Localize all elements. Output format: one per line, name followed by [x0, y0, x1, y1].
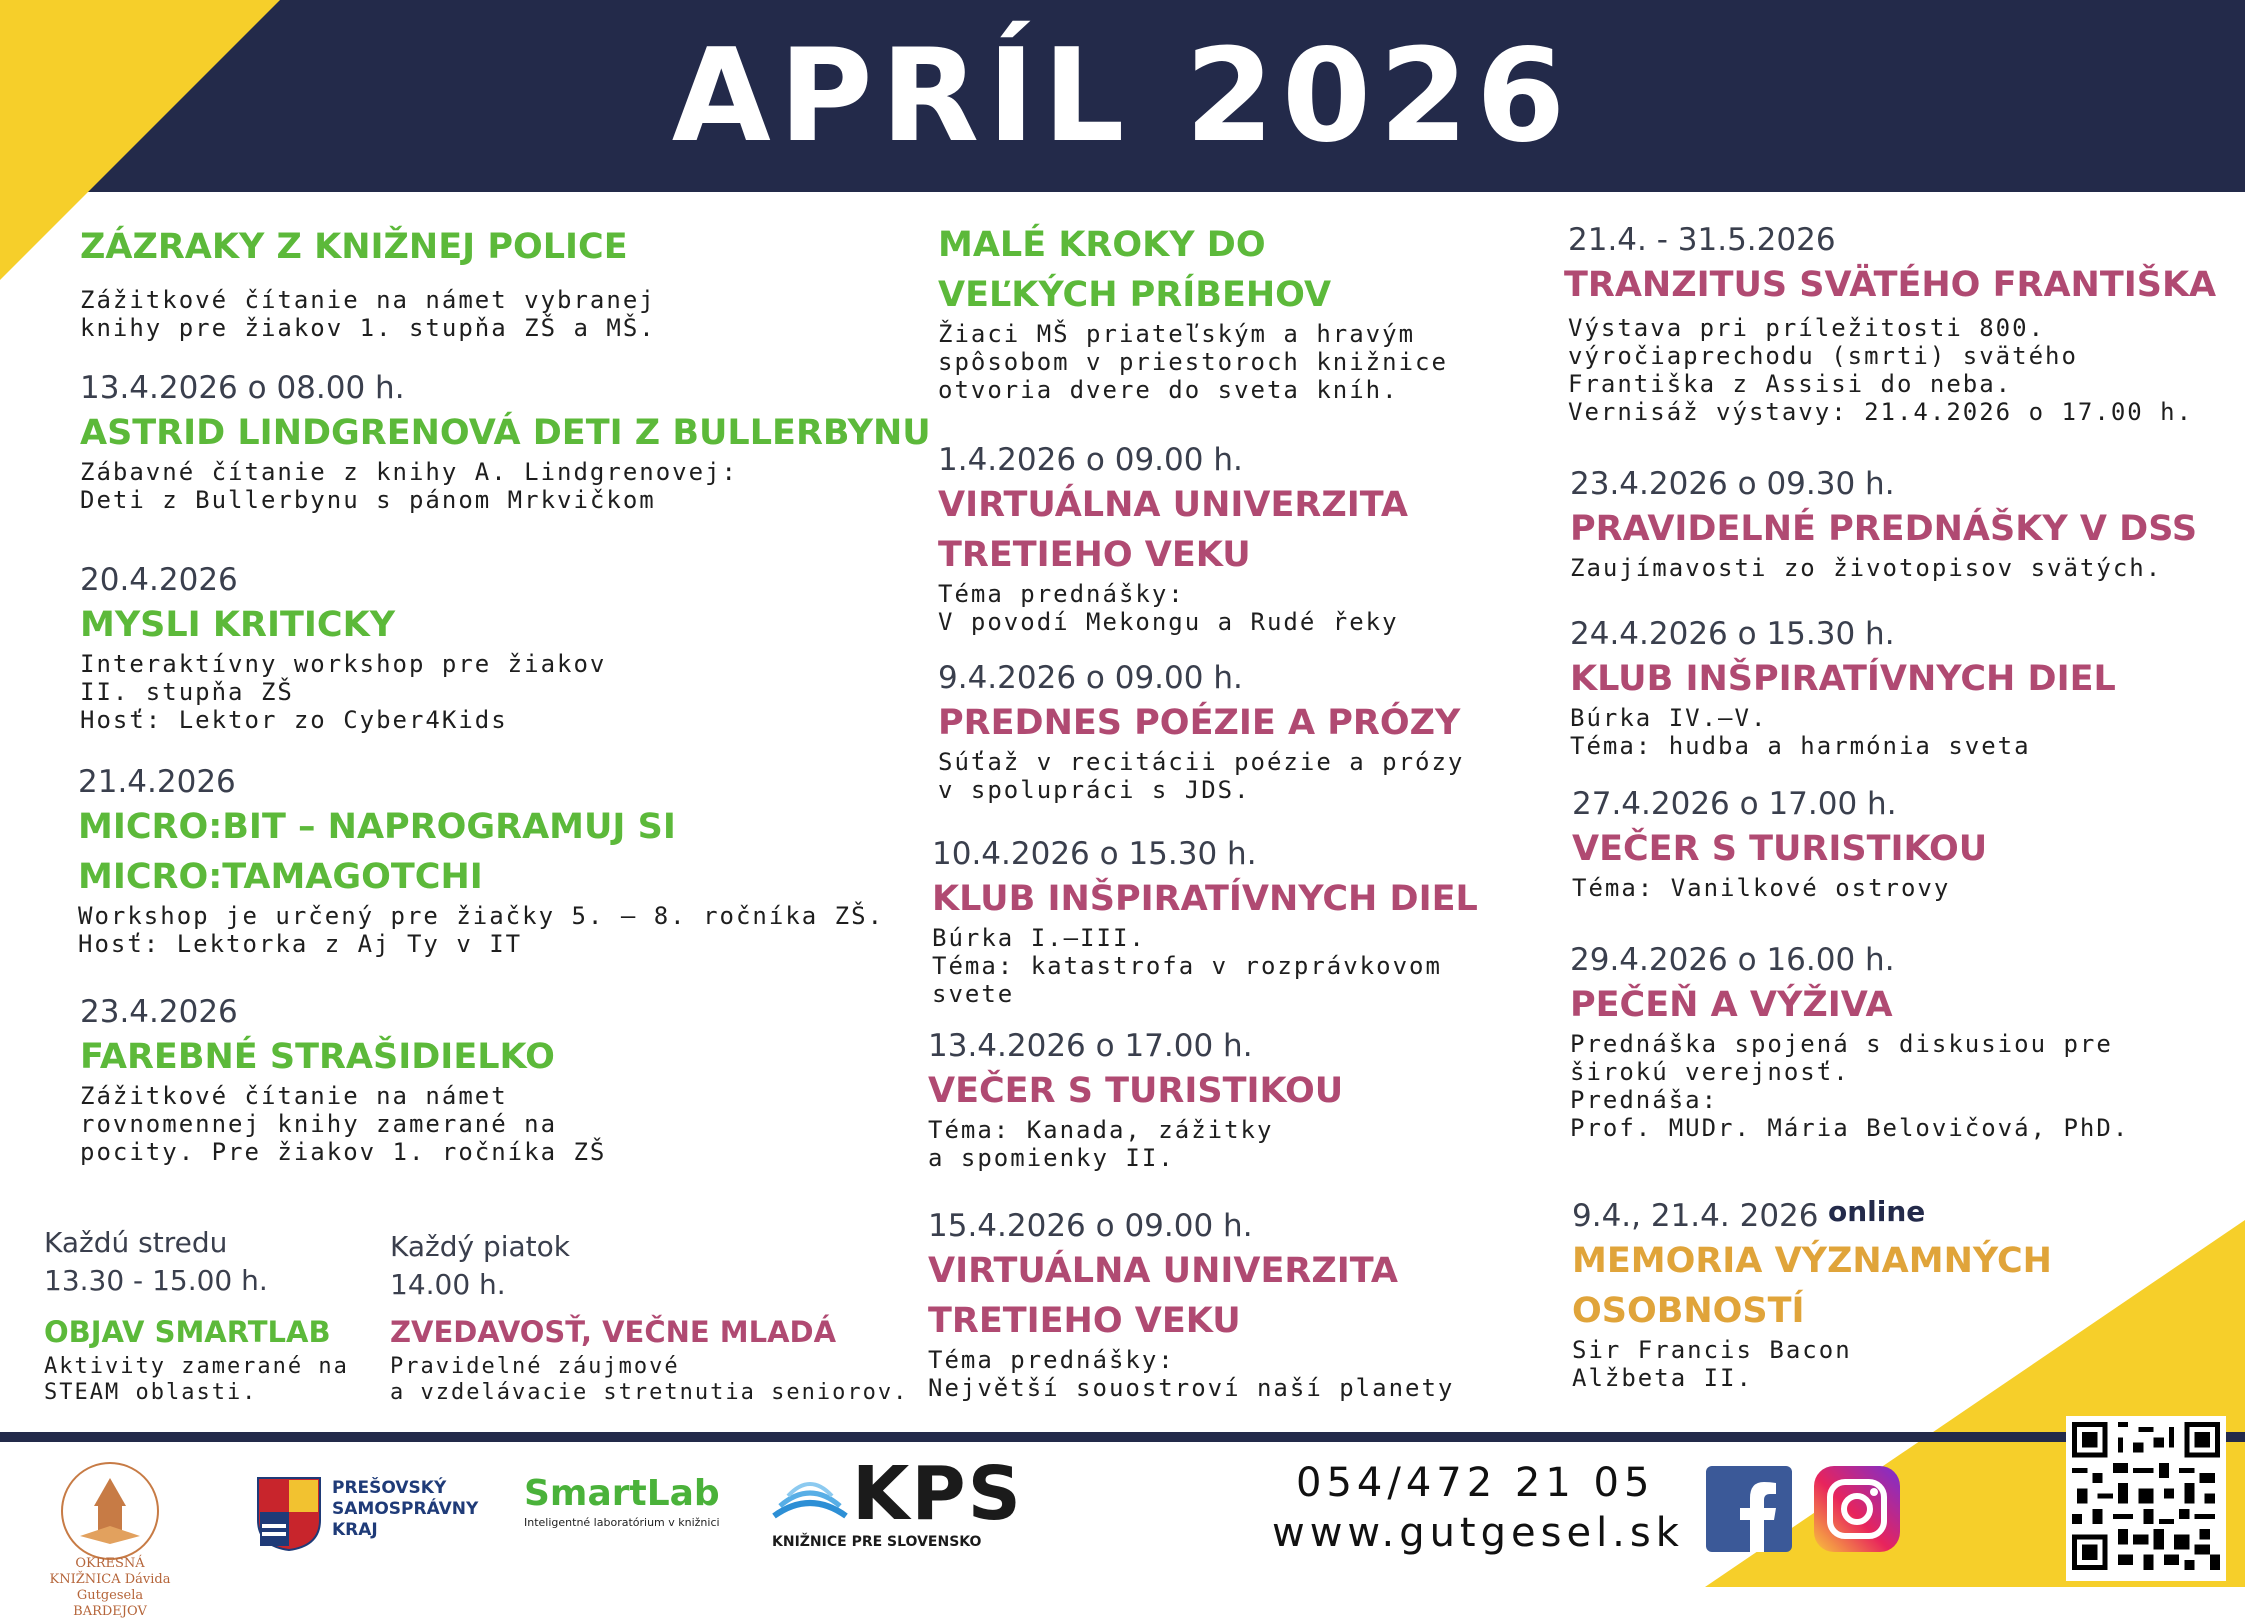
online-label: online — [1828, 1195, 1926, 1228]
event-desc: Búrka IV.–V. Téma: hudba a harmónia sveta — [1570, 704, 2031, 760]
page-title: APRÍL 2026 — [671, 22, 1574, 171]
event-col3-5 — [1572, 1196, 2052, 1392]
phone-number: 054/472 21 05 — [1296, 1460, 1655, 1506]
event-title-line2: MICRO:TAMAGOTCHI — [78, 857, 483, 897]
psk-logo-text: PREŠOVSKÝ SAMOSPRÁVNY KRAJ — [332, 1478, 479, 1540]
event-col2-0 — [938, 220, 1448, 404]
event-title-line2: VEĽKÝCH PRÍBEHOV — [938, 275, 1332, 315]
event-col2-4 — [928, 1026, 1343, 1172]
event-title: MALÉ KROKY DO — [938, 225, 1266, 265]
library-logo-text: OKRESNÁ KNIŽNICA Dávida Gutgesela BARDEJOV — [49, 1556, 171, 1619]
event-desc: Sir Francis Bacon Alžbeta II. — [1572, 1336, 1852, 1392]
event-title: FAREBNÉ STRAŠIDIELKO — [80, 1037, 555, 1077]
weekly-desc: Aktivity zamerané na STEAM oblasti. — [44, 1354, 349, 1405]
weekly-title: OBJAV SMARTLAB — [44, 1315, 331, 1349]
event-date: 24.4.2026 o 15.30 h. — [1570, 616, 1895, 652]
instagram-icon[interactable] — [1814, 1466, 1900, 1557]
event-date: 27.4.2026 o 17.00 h. — [1572, 786, 1897, 822]
event-col1-2 — [80, 560, 606, 734]
psk-coat-of-arms — [256, 1476, 322, 1557]
event-desc: Zážitkové čítanie na námet vybranej knihy pre žiakov 1. stupňa ZŠ a MŠ. — [80, 286, 656, 342]
event-title: MICRO:BIT – NAPROGRAMUJ SI — [78, 807, 676, 847]
event-desc: Téma: Vanilkové ostrovy — [1572, 874, 1951, 902]
event-title-line2: TRETIEHO VEKU — [938, 535, 1251, 575]
event-date: 23.4.2026 — [80, 994, 238, 1030]
weekly-day: Každú stredu — [44, 1226, 228, 1259]
event-col2-5 — [928, 1206, 1454, 1402]
event-col1-4 — [80, 992, 606, 1166]
event-title: ASTRID LINDGRENOVÁ DETI Z BULLERBYNU — [80, 413, 931, 453]
event-desc: Téma prednášky: Největší souostroví naší planety — [928, 1346, 1455, 1402]
event-title: MEMORIA VÝZNAMNÝCH — [1572, 1241, 2052, 1281]
smartlab-logo: SmartLab — [524, 1473, 720, 1514]
event-date: 21.4. - 31.5.2026 — [1568, 222, 1836, 258]
event-date: 29.4.2026 o 16.00 h. — [1570, 942, 1895, 978]
event-title: PREDNES POÉZIE A PRÓZY — [938, 703, 1461, 743]
event-title: VEČER S TURISTIKOU — [928, 1071, 1344, 1111]
kps-tagline: KNIŽNICE PRE SLOVENSKO — [772, 1534, 982, 1550]
event-date: 13.4.2026 o 08.00 h. — [80, 370, 405, 406]
event-title: VIRTUÁLNA UNIVERZITA — [938, 485, 1408, 525]
event-title-line2: TRETIEHO VEKU — [928, 1301, 1241, 1341]
event-desc: Prednáška spojená s diskusiou pre širokú verejnosť. Prednáša: Prof. MUDr. Mária Belovičová, PhD. — [1570, 1030, 2130, 1142]
event-col3-1 — [1570, 464, 2197, 582]
event-title: MYSLI KRITICKY — [80, 605, 396, 645]
event-col3-4 — [1570, 940, 2129, 1142]
event-desc: Výstava pri príležitosti 800. výročiaprechodu (smrti) svätého Františka z Assisi do neba. Vernisáž výstavy: 21.4.2026 o 17.00 h. — [1568, 314, 2194, 426]
event-col1-1 — [80, 368, 931, 514]
qr-code — [2066, 1416, 2226, 1581]
event-title: TRANZITUS SVÄTÉHO FRANTIŠKA — [1564, 265, 2217, 305]
event-desc: Téma: Kanada, zážitky a spomienky II. — [928, 1116, 1274, 1172]
event-col2-2 — [938, 658, 1464, 804]
event-desc: Súťaž v recitácii poézie a prózy v spolupráci s JDS. — [938, 748, 1465, 804]
facebook-icon[interactable] — [1706, 1466, 1792, 1557]
weekly-title: ZVEDAVOSŤ, VEČNE MLADÁ — [390, 1315, 837, 1349]
event-date: 1.4.2026 o 09.00 h. — [938, 442, 1243, 478]
event-desc: Workshop je určený pre žiačky 5. – 8. ročníka ZŠ. Hosť: Lektorka z Aj Ty v IT — [78, 902, 885, 958]
event-date: 15.4.2026 o 09.00 h. — [928, 1208, 1253, 1244]
event-col3-0 — [1564, 220, 2217, 426]
smartlab-tagline: Inteligentné laboratórium v knižnici — [524, 1516, 720, 1529]
event-title: VEČER S TURISTIKOU — [1572, 829, 1988, 869]
event-title-line2: OSOBNOSTÍ — [1572, 1291, 1805, 1331]
weekly-desc: Pravidelné záujmové a vzdelávacie stretnutia seniorov. — [390, 1354, 909, 1405]
event-desc: Téma prednášky: V povodí Mekongu a Rudé řeky — [938, 580, 1399, 636]
event-desc: Žiaci MŠ priateľským a hravým spôsobom v priestoroch knižnice otvoria dvere do sveta kníh. — [938, 320, 1448, 404]
event-title: KLUB INŠPIRATÍVNYCH DIEL — [1570, 659, 2116, 699]
event-desc: Interaktívny workshop pre žiakov II. stupňa ZŠ Hosť: Lektor zo Cyber4Kids — [80, 650, 607, 734]
event-date: 21.4.2026 — [78, 764, 236, 800]
library-logo — [40, 1456, 180, 1571]
kps-book-icon — [770, 1460, 850, 1535]
event-col3-3 — [1572, 784, 1987, 902]
event-date: 10.4.2026 o 15.30 h. — [932, 836, 1257, 872]
website-link[interactable]: www.gutgesel.sk — [1272, 1510, 1684, 1556]
weekly-event-0 — [44, 1224, 349, 1406]
event-col2-1 — [938, 440, 1408, 636]
event-col3-2 — [1570, 614, 2116, 760]
event-desc: Búrka I.–III. Téma: katastrofa v rozprávkovom svete — [932, 924, 1442, 1008]
event-date: 20.4.2026 — [80, 562, 238, 598]
event-title: ZÁZRAKY Z KNIŽNEJ POLICE — [80, 227, 628, 267]
event-col1-3 — [78, 762, 884, 958]
weekly-event-1 — [390, 1228, 908, 1406]
event-desc: Zaujímavosti zo životopisov svätých. — [1570, 554, 2163, 582]
event-col2-3 — [932, 834, 1478, 1008]
weekly-time: 14.00 h. — [390, 1268, 506, 1301]
event-date: 9.4.2026 o 09.00 h. — [938, 660, 1243, 696]
event-date: 9.4., 21.4. 2026 — [1572, 1198, 1819, 1234]
event-title: VIRTUÁLNA UNIVERZITA — [928, 1251, 1398, 1291]
weekly-day: Každý piatok — [390, 1230, 571, 1263]
event-desc: Zábavné čítanie z knihy A. Lindgrenovej: Deti z Bullerbynu s pánom Mrkvičkom — [80, 458, 738, 514]
event-title: PEČEŇ A VÝŽIVA — [1570, 985, 1893, 1025]
event-title: KLUB INŠPIRATÍVNYCH DIEL — [932, 879, 1478, 919]
event-date: 13.4.2026 o 17.00 h. — [928, 1028, 1253, 1064]
kps-logo: KPS — [852, 1451, 1023, 1537]
event-date: 23.4.2026 o 09.30 h. — [1570, 466, 1895, 502]
weekly-time: 13.30 - 15.00 h. — [44, 1264, 268, 1297]
event-desc: Zážitkové čítanie na námet rovnomennej knihy zamerané na pocity. Pre žiakov 1. ročníka ZŠ — [80, 1082, 607, 1166]
footer-divider — [0, 1432, 2245, 1442]
event-title: PRAVIDELNÉ PREDNÁŠKY V DSS — [1570, 509, 2198, 549]
event-col1-0 — [80, 222, 656, 342]
